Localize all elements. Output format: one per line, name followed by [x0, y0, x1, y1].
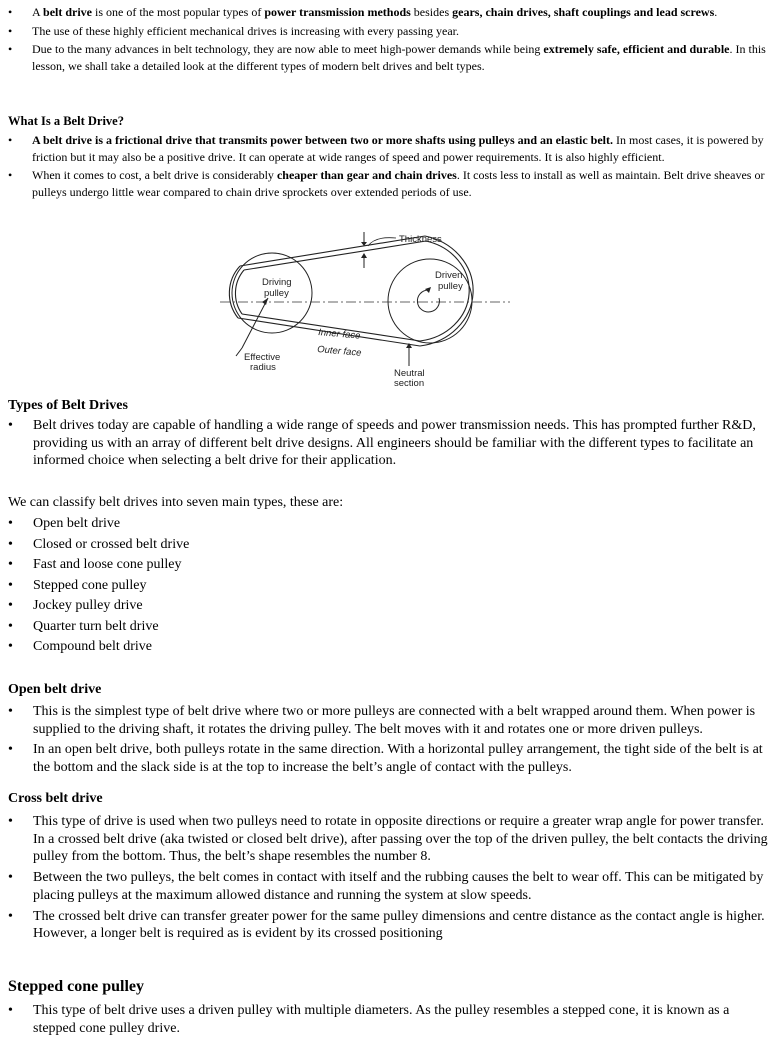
types-bullet-1: • Belt drives today are capable of handling a wide range of speeds and power transmission needs. This has prompted further R&D, providing us with an array of different belt drive designs. All engineers should be familiar with the different types to facilitate an informed choice when selecting a belt drive for their application. [0, 417, 768, 470]
open-bullet-1: • This is the simplest type of belt drive where two or more pulleys are connected with a belt wrapped around them. When power is supplied to the driving shaft, it rotates the driving pulley. The belt moves with it and rotates one or more driven pulleys. [0, 703, 768, 738]
stepped-bullet-1: • This type of belt drive uses a driven pulley with multiple diameters. As the pulley resembles a stepped cone, it is known as a stepped cone pulley drive. [0, 1002, 768, 1037]
types-list-item: • Quarter turn belt drive [0, 618, 768, 636]
intro-bullet-1: • A belt drive is one of the most popular types of power transmission methods besides gears, chain drives, shaft couplings and lead screws. [0, 4, 768, 21]
intro-bullet-2: • The use of these highly efficient mechanical drives is increasing with every passing year. [0, 23, 768, 40]
types-list [0, 515, 768, 659]
label-outer-face: Outer face [316, 344, 362, 359]
cross-bullet-2: • Between the two pulleys, the belt comes in contact with itself and the rubbing causes the belt to wear off. This can be mitigated by placing pulleys at the maximum allowed distance and running the system at slow speeds. [0, 869, 768, 904]
types-list-item: • Closed or crossed belt drive [0, 536, 768, 554]
cross-heading: Cross belt drive [8, 791, 103, 806]
belt-drive-diagram [220, 226, 520, 390]
label-neutral-2: section [394, 378, 425, 389]
types-heading: Types of Belt Drives [8, 398, 128, 413]
types-list-item: • Open belt drive [0, 515, 768, 533]
cross-section [0, 813, 768, 946]
cross-bullet-1: • This type of drive is used when two pulleys need to rotate in opposite directions or require a greater wrap angle for power transfer. In a crossed belt drive (aka twisted or closed belt drive), after passing over the top of the driven pulley, the belt contacts the driving pulley from the bottom. Thus, the belt’s shape resembles the number 8. [0, 813, 768, 866]
what-section [0, 132, 768, 202]
thickness-arrowhead-bottom [361, 253, 367, 258]
intro-bullet-3: • Due to the many advances in belt technology, they are now able to meet high-power demands while being extremely safe, efficient and durable. In this lesson, we shall take a detailed look at the different types of modern belt drives and belt types. [0, 41, 768, 74]
open-bullet-2: • In an open belt drive, both pulleys rotate in the same direction. With a horizontal pulley arrangement, the tight side of the belt is at the bottom and the slack side is at the top to increase the belt’s angle of contact with the pulleys. [0, 741, 768, 776]
stepped-heading: Stepped cone pulley [8, 978, 145, 995]
label-driven-1: Driven [435, 270, 463, 281]
what-bullet-1: • A belt drive is a frictional drive that transmits power between two or more shafts using pulleys and an elastic belt. In most cases, it is powered by friction but it may also be a positive drive. It can operate at wide ranges of speed and power requirements. It is also highly efficient. [0, 132, 768, 165]
label-neutral-1: Neutral [394, 368, 425, 379]
what-bullet-2: • When it comes to cost, a belt drive is considerably cheaper than gear and chain drives. It costs less to install as well as maintain. Belt drive sheaves or pulleys undergo little wear compared to chain drive sprockets over extended periods of use. [0, 167, 768, 200]
belt-left-outer [229, 266, 240, 318]
rotation-arrow [417, 290, 439, 312]
types-list-item: • Fast and loose cone pulley [0, 556, 768, 574]
label-inner-face: Inner face [317, 327, 361, 342]
types-list-item: • Jockey pulley drive [0, 597, 768, 615]
what-heading: What Is a Belt Drive? [8, 114, 124, 128]
types-list-item: • Stepped cone pulley [0, 577, 768, 595]
open-heading: Open belt drive [8, 682, 102, 697]
label-driving-2: pulley [264, 288, 289, 299]
effective-radius-leader [236, 348, 242, 356]
stepped-section [0, 1002, 768, 1041]
label-effective-2: radius [250, 362, 276, 373]
types-intro [0, 417, 768, 473]
label-driving-1: Driving [262, 277, 292, 288]
label-effective-1: Effective [244, 352, 281, 363]
open-section [0, 703, 768, 791]
types-list-item: • Compound belt drive [0, 638, 768, 656]
label-thickness: Thickness [399, 234, 442, 245]
effective-radius-arrowhead [262, 298, 268, 305]
belt-top-outer [240, 236, 425, 266]
belt-top-inner [244, 241, 426, 270]
types-classify-text: We can classify belt drives into seven main types, these are: [8, 495, 344, 510]
belt-left-inner [235, 270, 244, 314]
label-driven-2: pulley [438, 281, 463, 292]
cross-bullet-3: • The crossed belt drive can transfer greater power for the same pulley dimensions and centre distance as the contact angle is higher. However, a longer belt is required as is evident by its crossed positioning [0, 908, 768, 943]
intro-section [0, 4, 768, 76]
